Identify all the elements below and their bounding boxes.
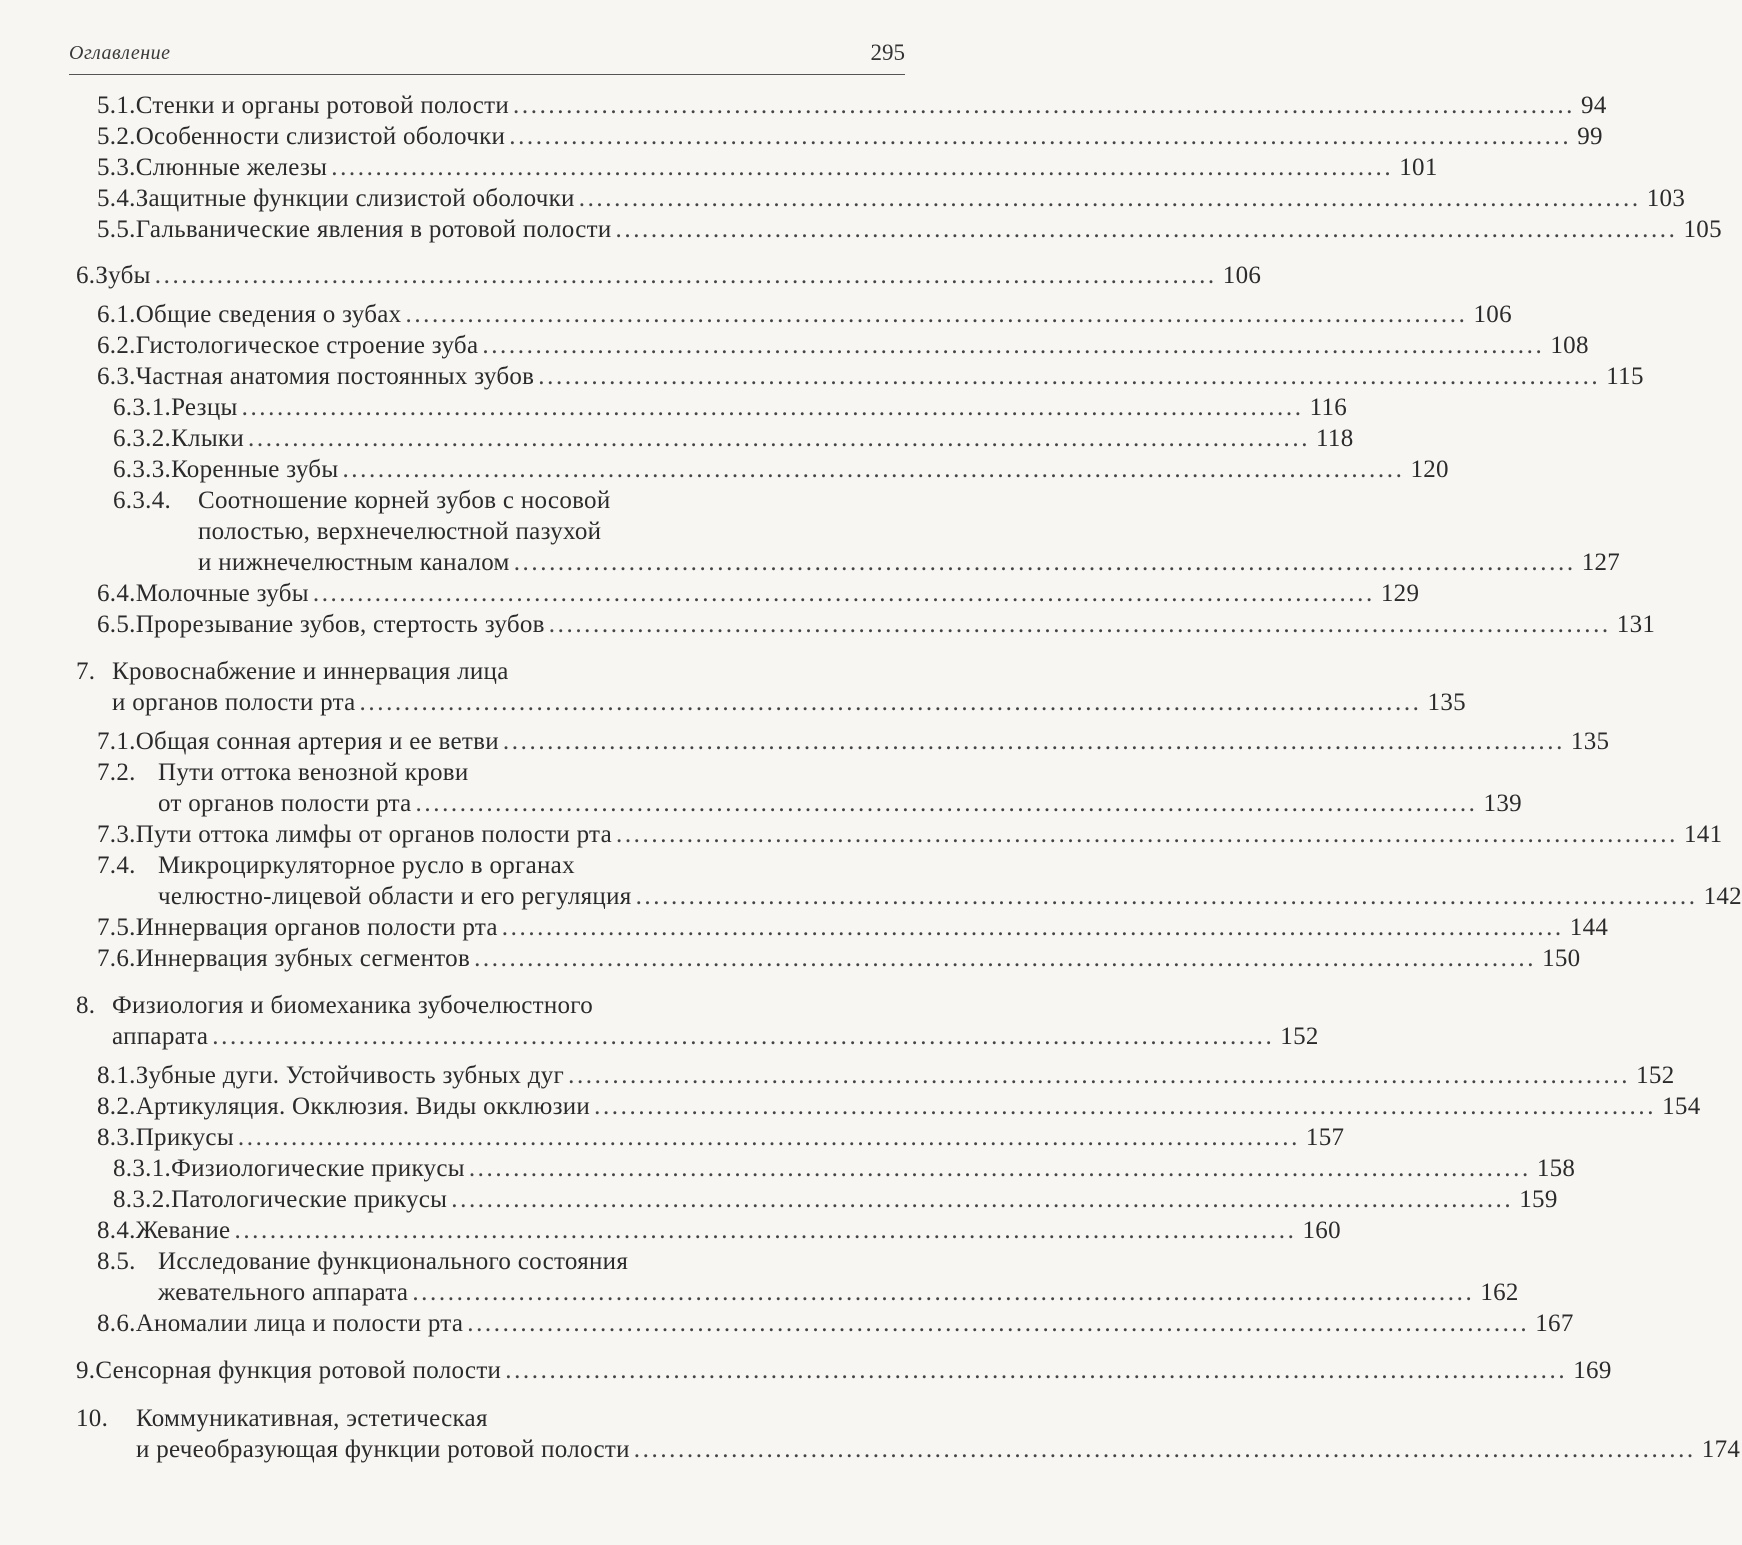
toc-entry [76,990,593,1022]
dot-leader: ........................................................................................................................ [548,611,1611,638]
toc-entry-page: 141 [1683,821,1723,848]
toc-entry [113,454,1449,486]
toc-entry-page: 135 [1427,689,1466,716]
toc-entry-title: Прорезывание зубов, стертость зубов [135,611,545,638]
toc-entry-title: Физиологические прикусы [171,1155,465,1182]
dot-leader: ........................................................................................................................ [467,1310,1530,1337]
toc-entry [97,214,1722,246]
toc-entry-continuation [136,1434,1741,1466]
toc-entry-number: 5.3. [97,154,136,181]
toc-entry-number: 5.4. [97,185,136,212]
toc-entry-title: Частная анатомия постоянных зубов [135,363,535,390]
toc-entry-title: Аномалии лица и полости рта [135,1310,464,1337]
toc-entry [113,392,1348,424]
toc-entry [97,1215,1341,1247]
toc-entry [97,850,575,882]
toc-entry-title: Гальванические явления в ротовой полости [135,216,612,243]
toc-entry-title: Стенки и органы ротовой полости [135,92,510,119]
toc-entry [97,1091,1701,1123]
toc-entry-number: 6.3.3. [113,456,172,483]
toc-entry [97,183,1686,215]
toc-entry-continuation [158,1277,1519,1309]
toc-entry-title: Микроциркуляторное русло в органах [158,852,575,879]
toc-entry-number: 6. [76,262,96,289]
toc-entry-number: 5.2. [97,123,136,150]
dot-leader: ........................................................................................................................ [451,1186,1514,1213]
toc-entry [76,656,509,688]
toc-entry-page: 162 [1480,1279,1519,1306]
toc-entry-page: 152 [1280,1023,1319,1050]
dot-leader: ........................................................................................................................ [509,123,1572,150]
toc-entry-number: 8.2. [97,1093,136,1120]
dot-leader: ........................................................................................................................ [237,1124,1300,1151]
dot-leader: ........................................................................................................................ [331,154,1394,181]
toc-entry-title: Зубы [95,262,151,289]
toc-entry-number: 8.3.1. [113,1155,172,1182]
toc-entry [97,943,1581,975]
toc-entry-number: 6.5. [97,611,136,638]
dot-leader: ........................................................................................................................ [468,1155,1531,1182]
toc-entry-title: Защитные функции слизистой оболочки [135,185,575,212]
toc-entry-title: Жевание [135,1217,231,1244]
dot-leader: ........................................................................................................................ [502,728,1565,755]
toc-entry-page: 135 [1570,728,1610,755]
dot-leader: ........................................................................................................................ [594,1093,1657,1120]
toc-entry-page: 115 [1606,363,1644,390]
toc-entry-title: Особенности слизистой оболочки [135,123,506,150]
toc-entry-page: 94 [1581,92,1607,119]
toc-entry-title: Соотношение корней зубов с носовой [198,487,611,514]
toc-entry [97,912,1609,944]
toc-entry-page: 118 [1316,425,1354,452]
toc-entry-title: Гистологическое строение зуба [135,332,479,359]
dot-leader: ........................................................................................................................ [513,92,1576,119]
toc-entry-number: 6.3. [97,363,136,390]
toc-entry-number: 6.2. [97,332,136,359]
dot-leader: ........................................................................................................................ [482,332,1545,359]
toc-entry-number: 7.5. [97,914,136,941]
dot-leader: ........................................................................................................................ [412,1279,1475,1306]
toc-entry-continuation [158,881,1742,913]
toc-entry-title: Коренные зубы [171,456,339,483]
toc-entry-title: Физиология и биомеханика зубочелюстного [112,992,594,1019]
toc-entry [97,299,1512,331]
toc-entry-title: Пути оттока венозной крови [158,759,469,786]
toc-entry-title: Резцы [171,394,238,421]
toc-entry-title: и нижнечелюстным каналом [198,549,510,576]
dot-leader: ........................................................................................................................ [405,301,1468,328]
toc-entry-page: 116 [1309,394,1348,421]
dot-leader: ........................................................................................................................ [234,1217,1297,1244]
toc-entry [97,152,1438,184]
toc-entry-continuation [198,516,601,548]
toc-entry [97,1060,1675,1092]
toc-entry-number: 8. [76,992,96,1019]
dot-leader: ........................................................................................................................ [342,456,1405,483]
toc-entry-title: Исследование функционального состояния [158,1248,629,1275]
toc-entry-page: 152 [1636,1062,1675,1089]
toc-entry-number: 7.3. [97,821,136,848]
running-head-title: Оглавление [69,42,171,64]
toc-entry [97,1246,628,1278]
toc-entry-title: Прикусы [135,1124,234,1151]
toc-entry-title: полостью, верхнечелюстной пазухой [198,518,602,545]
toc-entry-page: 127 [1581,549,1621,576]
dot-leader: ........................................................................................................................ [513,549,1576,576]
toc-entry-page: 106 [1473,301,1512,328]
toc-entry-page: 154 [1662,1093,1701,1120]
dot-leader: ........................................................................................................................ [578,185,1641,212]
toc-entry-page: 142 [1703,883,1742,910]
toc-entry-page: 105 [1683,216,1722,243]
toc-entry [113,1184,1558,1216]
toc-entry-page: 158 [1536,1155,1576,1182]
toc-entry [76,1355,1612,1387]
toc-entry [76,1403,488,1435]
dot-leader: ........................................................................................................................ [241,394,1304,421]
toc-entry-title: Артикуляция. Окклюзия. Виды окклюзии [135,1093,591,1120]
dot-leader: ........................................................................................................................ [359,689,1422,716]
toc-entry-number: 5.5. [97,216,136,243]
toc-entry-title: Кровоснабжение и иннервация лица [112,658,509,685]
toc-entry [97,726,1610,758]
toc-entry [113,423,1354,455]
toc-entry-title: от органов полости рта [158,790,412,817]
dot-leader: ........................................................................................................................ [633,1436,1696,1463]
toc-entry-title: Пути оттока лимфы от органов полости рта [135,821,612,848]
toc-entry [97,361,1644,393]
toc-entry-number: 7.2. [97,759,136,786]
toc-entry-title: Общая сонная артерия и ее ветви [135,728,499,755]
toc-entry-page: 131 [1616,611,1656,638]
toc-entry-page: 150 [1542,945,1581,972]
toc-entry-page: 167 [1535,1310,1574,1337]
toc-entry-page: 174 [1701,1436,1741,1463]
toc-entry-number: 8.3.2. [113,1186,172,1213]
toc-entry [113,1153,1576,1185]
toc-entry-number: 8.4. [97,1217,136,1244]
toc-entry-number: 6.3.1. [113,394,172,421]
toc-entry-number: 8.5. [97,1248,136,1275]
toc-entry-continuation [112,687,1466,719]
dot-leader: ........................................................................................................................ [212,1023,1275,1050]
toc-entry-title: Общие сведения о зубах [135,301,402,328]
toc-entry [97,609,1656,641]
toc-entry-title: и органов полости рта [112,689,356,716]
dot-leader: ........................................................................................................................ [615,216,1678,243]
toc-entry-title: Коммуникативная, эстетическая [136,1405,488,1432]
dot-leader: ........................................................................................................................ [538,363,1601,390]
toc-entry-title: Патологические прикусы [171,1186,448,1213]
toc-entry [97,121,1603,153]
dot-leader: ........................................................................................................................ [312,580,1375,607]
toc-entry-number: 7.6. [97,945,136,972]
toc-entry-page: 103 [1646,185,1686,212]
toc-entry-page: 129 [1380,580,1420,607]
toc-entry-page: 159 [1519,1186,1558,1213]
toc-entry-page: 108 [1550,332,1589,359]
toc-entry-number: 5.1. [97,92,136,119]
toc-entry-page: 99 [1577,123,1603,150]
toc-entry [97,578,1420,610]
toc-entry-page: 120 [1410,456,1449,483]
toc-entry-page: 169 [1573,1357,1612,1384]
toc-entry [113,485,611,517]
toc-entry-number: 7.1. [97,728,136,755]
dot-leader: ........................................................................................................................ [568,1062,1631,1089]
dot-leader: ........................................................................................................................ [248,425,1311,452]
toc-entry-number: 6.3.4. [113,487,172,514]
dot-leader: ........................................................................................................................ [615,821,1678,848]
toc-entry [97,1122,1345,1154]
page-number: 295 [870,40,905,65]
toc-entry-number: 8.1. [97,1062,136,1089]
toc-entry [97,1308,1574,1340]
toc-entry-page: 144 [1569,914,1609,941]
dot-leader: ........................................................................................................................ [501,914,1564,941]
toc-entry-page: 160 [1302,1217,1341,1244]
toc-entry-title: Иннервация органов полости рта [135,914,498,941]
toc-entry-page: 157 [1305,1124,1345,1151]
toc-entry [97,757,469,789]
toc-entry [76,260,1262,292]
toc-entry-title: Молочные зубы [135,580,309,607]
toc-entry-number: 9. [76,1357,96,1384]
dot-leader: ........................................................................................................................ [474,945,1537,972]
toc-entry-continuation [158,788,1522,820]
toc-entry-page: 106 [1222,262,1262,289]
toc-entry-page: 139 [1483,790,1522,817]
toc-entry [97,819,1723,851]
toc-entry [97,330,1589,362]
dot-leader: ........................................................................................................................ [154,262,1217,289]
toc-entry-title: аппарата [112,1023,209,1050]
toc-entry-number: 7.4. [97,852,136,879]
toc-entry-continuation [198,547,1621,579]
toc-entry-page: 101 [1399,154,1438,181]
toc-entry-number: 6.4. [97,580,136,607]
toc-entry-number: 8.6. [97,1310,136,1337]
toc-entry-title: челюстно-лицевой области и его регуляция [158,883,632,910]
toc-entry [97,90,1607,122]
toc-entry-title: и речеобразующая функции ротовой полости [136,1436,630,1463]
toc-entry-title: Зубные дуги. Устойчивость зубных дуг [135,1062,565,1089]
toc-entry-number: 7. [76,658,96,685]
dot-leader: ........................................................................................................................ [415,790,1478,817]
dot-leader: ........................................................................................................................ [505,1357,1568,1384]
dot-leader: ........................................................................................................................ [635,883,1698,910]
toc-entry-continuation [112,1021,1319,1053]
toc-entry-title: жевательного аппарата [158,1279,409,1306]
toc-entry-title: Иннервация зубных сегментов [135,945,471,972]
toc-entry-number: 10. [76,1405,109,1432]
toc-entry-title: Слюнные железы [135,154,328,181]
toc-entry-title: Клыки [171,425,245,452]
toc-entry-number: 6.1. [97,301,136,328]
toc-entry-number: 8.3. [97,1124,136,1151]
toc-entry-number: 6.3.2. [113,425,172,452]
toc-entry-title: Сенсорная функция ротовой полости [95,1357,502,1384]
